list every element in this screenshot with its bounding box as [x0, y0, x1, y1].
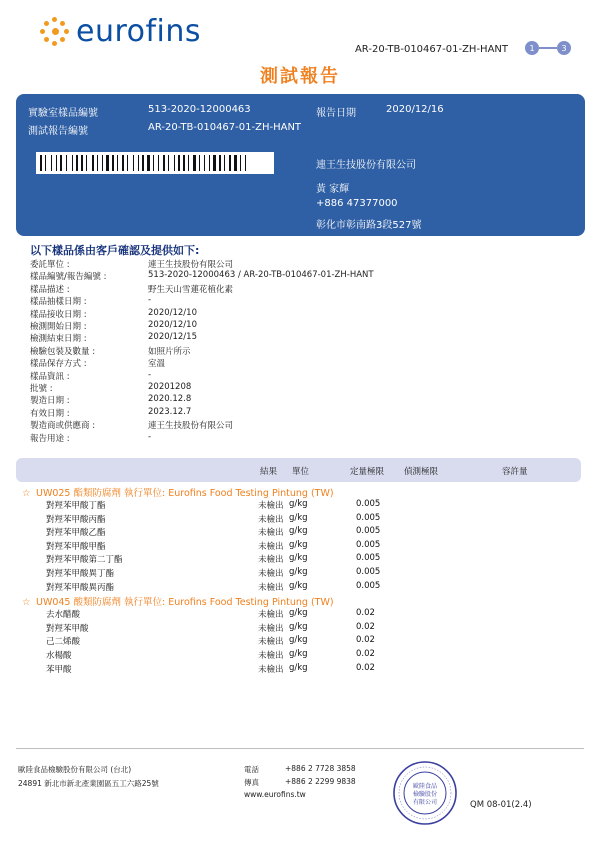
info-value: -	[148, 295, 152, 306]
test-group-title: UW025 酯類防腐劑 執行單位: Eurofins Food Testing Pintung (TW)	[36, 488, 334, 499]
report-no-label: 測試報告編號	[28, 126, 88, 137]
loq-value: 0.005	[356, 553, 381, 564]
client-name: 連王生技股份有限公司	[316, 160, 416, 171]
analyte-name: 去水醋酸	[46, 610, 81, 621]
col-loq: 定量極限	[350, 467, 385, 477]
result-value: 未檢出	[258, 651, 284, 661]
unit-value: g/kg	[289, 567, 308, 577]
loq-value: 0.005	[356, 567, 381, 577]
svg-text:檢驗股份: 檢驗股份	[412, 791, 438, 798]
footer-address: 24891 新北市新北產業園區五工六路25號	[18, 779, 159, 788]
result-value: 未檢出	[258, 528, 284, 539]
table-row	[0, 663, 600, 675]
table-row	[0, 567, 600, 579]
report-date-label: 報告日期	[316, 108, 356, 119]
col-lod: 偵測極限	[404, 467, 439, 477]
page-current: 1	[525, 41, 539, 55]
analyte-name: 對羥苯甲酸	[46, 623, 89, 634]
analyte-name: 對羥苯甲酸乙酯	[46, 528, 106, 539]
footer-tel-value: +886 2 7728 3858	[285, 764, 356, 773]
test-group-title: UW045 酸類防腐劑 執行單位: Eurofins Food Testing Pintung (TW)	[36, 597, 334, 609]
result-value: 未檢出	[258, 623, 284, 634]
result-value: 未檢出	[258, 610, 284, 621]
table-row	[0, 540, 600, 552]
info-row	[30, 320, 550, 332]
info-value: -	[148, 431, 152, 442]
result-value: 未檢出	[258, 514, 284, 525]
loq-value: 0.005	[356, 512, 381, 523]
info-value: 2020/12/10	[148, 307, 197, 318]
loq-value: 0.005	[356, 539, 381, 550]
analyte-name: 對羥苯甲酸甲酯	[46, 541, 106, 552]
test-group-header	[22, 594, 334, 608]
info-label: 製造日期 :	[30, 396, 70, 407]
loq-value: 0.02	[356, 662, 375, 673]
page-indicator	[525, 41, 571, 55]
loq-value: 0.02	[356, 649, 375, 659]
loq-value: 0.005	[356, 499, 381, 509]
info-row	[30, 382, 550, 394]
info-label: 有效日期 :	[30, 408, 70, 419]
star-icon: ☆	[22, 488, 31, 499]
lab-sample-value: 513-2020-12000463	[148, 104, 251, 115]
info-row	[30, 308, 550, 320]
svg-text:歐陸食品: 歐陸食品	[412, 783, 438, 790]
svg-text:有限公司: 有限公司	[412, 799, 438, 806]
info-label: 樣品接收日期 :	[30, 309, 87, 320]
info-label: 樣品抽樣日期 :	[30, 297, 87, 308]
unit-value: g/kg	[289, 662, 308, 673]
analyte-name: 己二烯酸	[46, 637, 81, 648]
info-row	[30, 283, 550, 295]
contact-address: 彰化市彰南路3段527號	[316, 220, 422, 231]
result-value: 未檢出	[258, 555, 284, 566]
result-value: 未檢出	[258, 582, 284, 593]
info-value: -	[148, 369, 152, 380]
info-row	[30, 345, 550, 357]
result-value: 未檢出	[258, 501, 284, 511]
table-row	[0, 513, 600, 525]
unit-value: g/kg	[289, 608, 308, 619]
unit-value: g/kg	[289, 649, 308, 659]
info-row	[30, 270, 550, 282]
info-value: 2023.12.7	[148, 406, 192, 417]
report-date-value: 2020/12/16	[386, 104, 444, 115]
sample-info-title: 以下樣品係由客戶確認及提供如下:	[30, 244, 200, 257]
company-seal-stamp	[392, 760, 458, 826]
result-value: 未檢出	[258, 637, 284, 648]
info-label: 檢測開始日期 :	[30, 322, 87, 332]
info-label: 報告用途 :	[30, 433, 70, 444]
lab-sample-label: 實驗室樣品編號	[28, 108, 98, 119]
loq-value: 0.02	[356, 608, 375, 619]
info-value: 連王生技股份有限公司	[148, 421, 234, 432]
unit-value: g/kg	[289, 539, 308, 550]
info-row	[30, 295, 550, 307]
results-table-header	[16, 458, 581, 482]
table-row	[0, 635, 600, 647]
info-label: 樣品資訊 :	[30, 371, 70, 382]
col-limit: 容許量	[502, 467, 528, 477]
info-value: 野生天山雪蓮花植化素	[148, 284, 234, 295]
unit-value: g/kg	[289, 499, 308, 509]
footer-divider	[16, 748, 584, 749]
info-value: 2020/12/10	[148, 320, 197, 330]
footer-website: www.eurofins.tw	[244, 790, 306, 799]
unit-value: g/kg	[289, 580, 308, 591]
contact-name: 黃 家輝	[316, 184, 350, 195]
analyte-name: 苯甲酸	[46, 664, 72, 675]
table-row	[0, 622, 600, 634]
info-value: 連王生技股份有限公司	[148, 260, 234, 270]
info-label: 樣品描述 :	[30, 284, 70, 295]
col-result: 結果	[260, 467, 278, 477]
page-total: 3	[557, 41, 571, 55]
info-label: 樣品編號/報告編號 :	[30, 272, 107, 283]
loq-value: 0.005	[356, 526, 381, 537]
contact-phone: +886 47377000	[316, 198, 398, 209]
unit-value: g/kg	[289, 621, 308, 632]
info-label: 檢測結束日期 :	[30, 334, 87, 345]
info-value: 室溫	[148, 359, 166, 370]
info-row	[30, 332, 550, 344]
unit-value: g/kg	[289, 553, 308, 564]
brand-name: eurofins	[76, 14, 202, 49]
loq-value: 0.02	[356, 621, 375, 632]
table-row	[0, 526, 600, 538]
barcode	[36, 152, 274, 174]
info-row	[30, 258, 550, 270]
table-row	[0, 608, 600, 620]
analyte-name: 水楊酸	[46, 651, 72, 661]
unit-value: g/kg	[289, 512, 308, 523]
loq-value: 0.02	[356, 635, 375, 646]
report-no-value: AR-20-TB-010467-01-ZH-HANT	[148, 122, 302, 133]
info-row	[30, 407, 550, 419]
page-title: 測試報告	[260, 66, 340, 87]
info-label: 檢驗包裝及數量 :	[30, 346, 96, 357]
info-value: 2020.12.8	[148, 394, 192, 405]
col-unit: 單位	[292, 467, 310, 477]
info-value: 2020/12/15	[148, 332, 197, 343]
table-row	[0, 553, 600, 565]
info-row	[30, 357, 550, 369]
footer-company: 歐陸食品檢驗股份有限公司 (台北)	[18, 765, 132, 774]
table-row	[0, 499, 600, 511]
analyte-name: 對羥苯甲酸丁酯	[46, 501, 106, 511]
info-value: 513-2020-12000463 / AR-20-TB-010467-01-ZH-HANT	[148, 270, 374, 281]
logo-dots-icon	[40, 17, 70, 47]
table-row	[0, 649, 600, 661]
form-number: QM 08-01(2.4)	[470, 800, 532, 810]
info-value: 如照片所示	[148, 346, 191, 357]
analyte-name: 對羥苯甲酸第二丁酯	[46, 555, 123, 566]
eurofins-logo	[40, 14, 201, 49]
info-row	[30, 432, 550, 444]
analyte-name: 對羥苯甲酸異丁酯	[46, 569, 115, 579]
result-value: 未檢出	[258, 541, 284, 552]
report-summary-panel	[16, 94, 585, 236]
report-code: AR-20-TB-010467-01-ZH-HANT	[354, 44, 508, 55]
info-row	[30, 370, 550, 382]
result-value: 未檢出	[258, 664, 284, 675]
unit-value: g/kg	[289, 635, 308, 646]
analyte-name: 對羥苯甲酸異丙酯	[46, 582, 115, 593]
analyte-name: 對羥苯甲酸丙酯	[46, 514, 106, 525]
info-label: 製造商或供應商 :	[30, 421, 96, 432]
info-row	[30, 394, 550, 406]
info-label: 委託單位 :	[30, 260, 70, 270]
footer-fax-value: +886 2 2299 9838	[285, 777, 356, 786]
info-value: 20201208	[148, 382, 192, 392]
star-icon: ☆	[22, 597, 31, 609]
info-label: 批號 :	[30, 384, 53, 394]
loq-value: 0.005	[356, 580, 381, 591]
footer-fax-label: 傳真	[244, 778, 259, 787]
test-group-header	[22, 485, 334, 499]
unit-value: g/kg	[289, 526, 308, 537]
info-row	[30, 419, 550, 431]
footer-tel-label: 電話	[244, 765, 259, 774]
info-label: 樣品保存方式 :	[30, 359, 87, 370]
table-row	[0, 581, 600, 593]
result-value: 未檢出	[258, 569, 284, 579]
